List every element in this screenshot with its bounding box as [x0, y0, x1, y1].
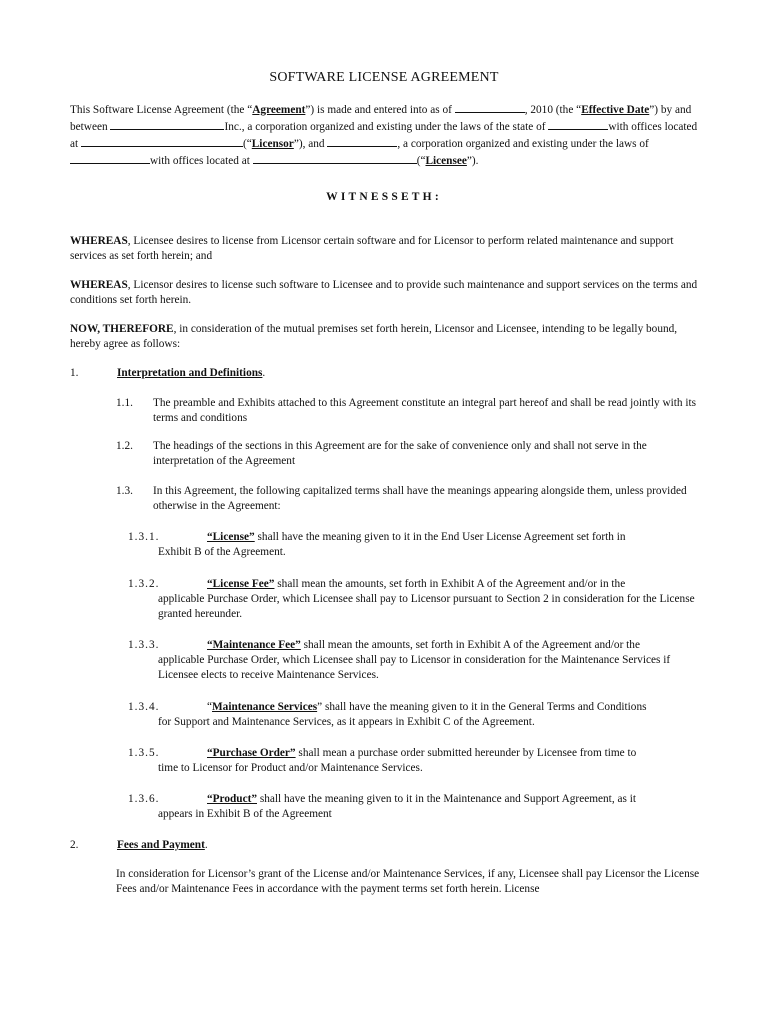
blank-line[interactable]: [455, 101, 525, 113]
definition-term: “Product”: [207, 793, 257, 805]
whereas-paragraph-1: [70, 234, 700, 264]
definition-number: 1.3.2.: [128, 578, 160, 590]
intro-text: ”), and: [293, 138, 328, 150]
defined-term-licensee: Licensee: [425, 155, 467, 167]
intro-text: Inc., a corporation organized and existing under the laws of the state of: [224, 121, 549, 133]
defined-term-agreement: Agreement: [252, 104, 306, 116]
definition-number: 1.3.1.: [128, 531, 160, 543]
blank-line[interactable]: [81, 135, 243, 147]
definition-text: shall mean the amounts, set forth in Exhibit A of the Agreement and/or the: [300, 639, 640, 651]
clause-1-3: [116, 484, 700, 514]
intro-text: with offices located at: [70, 121, 698, 150]
definition-text-continued: applicable Purchase Order, which Licensee shall pay to Licensor in consideration for the Maintenance Services if Licensee elects to receive Maintenance Services.: [158, 654, 671, 681]
section-title-period: .: [262, 367, 266, 379]
clause-1-1: [116, 396, 700, 426]
definition-term: “Maintenance Fee”: [207, 639, 301, 651]
defined-term-licensor: Licensor: [251, 138, 294, 150]
intro-text: , 2010 (the “: [524, 104, 582, 116]
whereas-lead: WHEREAS: [70, 279, 128, 291]
section-number: 2.: [70, 839, 79, 851]
intro-text: This Software License Agreement (the “: [70, 104, 253, 116]
section-number: 1.: [70, 367, 79, 379]
clause-text: The preamble and Exhibits attached to this Agreement constitute an integral part hereof and shall be read jointly with its terms and conditions: [153, 397, 697, 424]
section-title: Interpretation and Definitions: [117, 367, 263, 379]
clause-number: 1.1.: [116, 397, 133, 409]
definition-text-continued: for Support and Maintenance Services, as it appears in Exhibit C of the Agreement.: [158, 716, 535, 728]
blank-line[interactable]: [327, 135, 397, 147]
blank-line[interactable]: [548, 118, 608, 130]
definition-term: Maintenance Services: [212, 701, 318, 713]
intro-text: , a corporation organized and existing under the laws of: [397, 138, 649, 150]
definition-term: “Purchase Order”: [207, 747, 296, 759]
definition-text-continued: appears in Exhibit B of the Agreement: [158, 808, 332, 820]
whereas-text: , Licensor desires to license such software to Licensee and to provide such maintenance and support services on the terms and conditions set forth herein.: [70, 279, 698, 306]
definition-text-continued: applicable Purchase Order, which Licensee shall pay to Licensor pursuant to Section 2 in consideration for the License granted hereunder.: [158, 593, 695, 620]
blank-line[interactable]: [70, 152, 150, 164]
definition-number: 1.3.6.: [128, 793, 160, 805]
witnesseth-heading: WITNESSETH:: [326, 191, 442, 203]
definition-term: “License”: [207, 531, 255, 543]
definition-maintenance-fee: [128, 638, 700, 683]
definition-maintenance-services: [128, 700, 700, 730]
intro-text: ”).: [466, 155, 479, 167]
blank-line[interactable]: [253, 152, 417, 164]
definition-license-fee: [128, 577, 700, 622]
section-2-body: In consideration for Licensor’s grant of the License and/or Maintenance Services, if any, Licensee shall pay Licensor the License Fees and/or Maintenance Fees in accordance with the payment terms set forth herein. License: [116, 868, 700, 895]
clause-text: The headings of the sections in this Agreement are for the sake of convenience only and shall not serve in the interpretation of the Agreement: [153, 440, 647, 467]
intro-text: with offices located at: [150, 155, 253, 167]
whereas-paragraph-2: [70, 278, 700, 308]
clause-number: 1.3.: [116, 485, 133, 497]
definition-text: shall mean a purchase order submitted hereunder by Licensee from time to: [295, 747, 637, 759]
definition-term: “License Fee”: [207, 578, 275, 590]
definition-text: shall have the meaning given to it in the End User License Agreement set forth in: [254, 531, 626, 543]
clause-text: In this Agreement, the following capitalized terms shall have the meanings appearing alongside them, unless provided otherwise in the Agreement:: [153, 485, 687, 512]
quote-open: “: [207, 701, 213, 713]
definition-license: [128, 530, 700, 560]
definition-number: 1.3.5.: [128, 747, 160, 759]
definition-text-continued: time to Licensor for Product and/or Maintenance Services.: [158, 762, 423, 774]
defined-term-effective-date: Effective Date: [581, 104, 650, 116]
now-therefore-lead: NOW, THEREFORE: [70, 323, 174, 335]
definition-text: shall have the meaning given to it in the Maintenance and Support Agreement, as it: [257, 793, 636, 805]
clause-number: 1.2.: [116, 440, 133, 452]
definition-purchase-order: [128, 746, 700, 776]
intro-text: (“: [242, 138, 252, 150]
now-therefore-paragraph: [70, 322, 700, 352]
document-title: SOFTWARE LICENSE AGREEMENT: [269, 70, 499, 85]
now-therefore-text: , in consideration of the mutual premises set forth herein, Licensor and Licensee, intending to be legally bound, hereby agree as follows:: [70, 323, 678, 350]
definition-number: 1.3.4.: [128, 701, 160, 713]
section-title-period: .: [204, 839, 208, 851]
quote-close: ”: [317, 701, 323, 713]
clause-1-2: [116, 439, 700, 469]
definition-product: [128, 792, 700, 822]
whereas-lead: WHEREAS: [70, 235, 128, 247]
intro-text: (“: [416, 155, 426, 167]
whereas-text: , Licensee desires to license from Licensor certain software and for Licensor to perform related maintenance and support services as set forth herein; and: [70, 235, 674, 262]
intro-text: ”) by and between: [70, 104, 692, 133]
section-title: Fees and Payment: [117, 839, 205, 851]
definition-number: 1.3.3.: [128, 639, 160, 651]
definition-text-continued: Exhibit B of the Agreement.: [158, 546, 286, 558]
blank-line[interactable]: [110, 118, 224, 130]
definition-text: shall mean the amounts, set forth in Exhibit A of the Agreement and/or in the: [274, 578, 626, 590]
intro-paragraph: [70, 101, 700, 169]
definition-text: shall have the meaning given to it in the General Terms and Conditions: [322, 701, 647, 713]
intro-text: ”) is made and entered into as of: [305, 104, 455, 116]
